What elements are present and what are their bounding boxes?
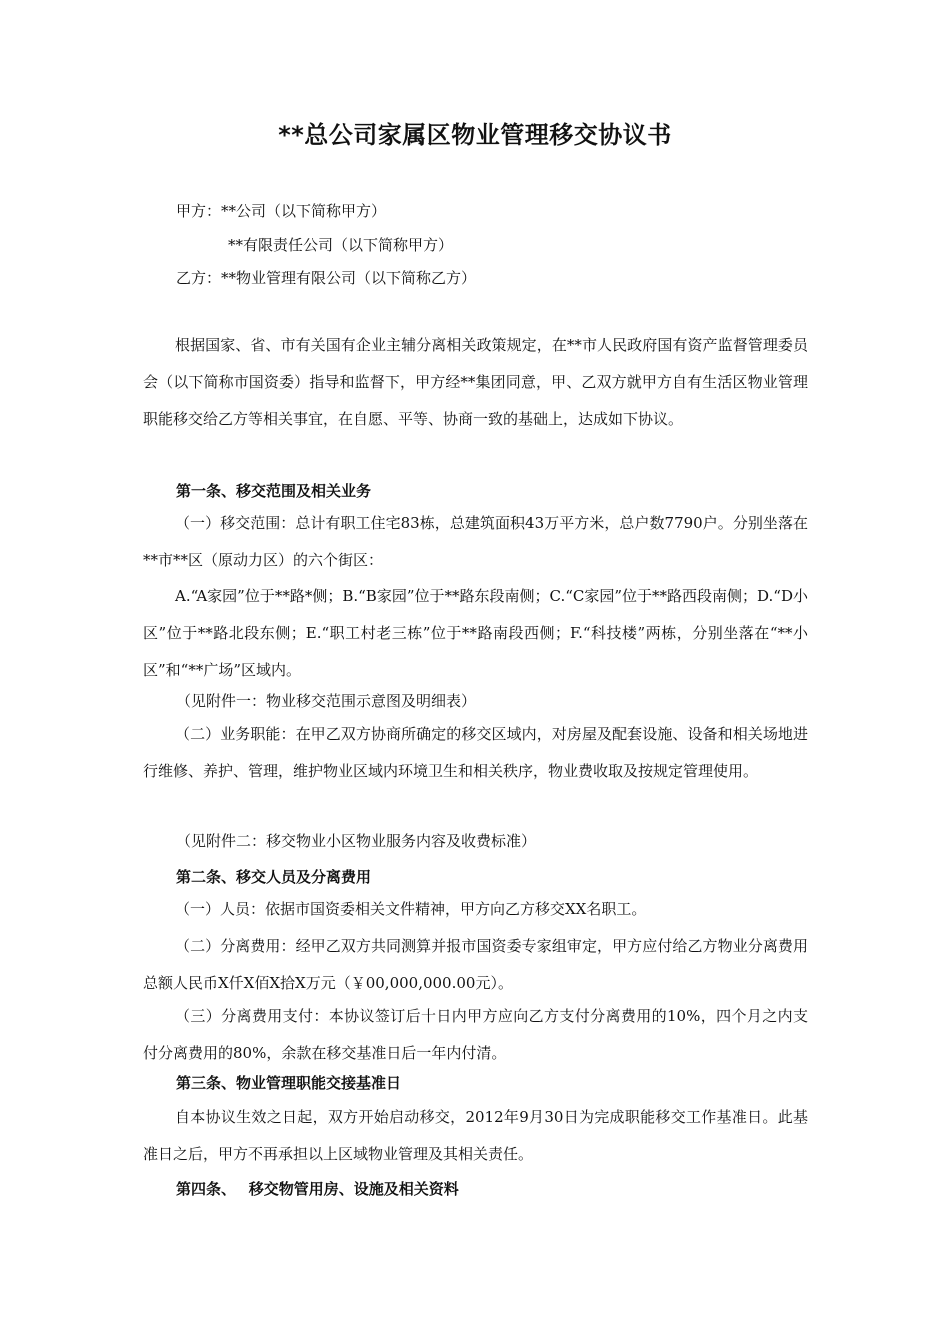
article-3-heading: 第三条、物业管理职能交接基准日 <box>176 1074 402 1092</box>
party-a-line-2: **有限责任公司（以下简称甲方） <box>228 236 454 254</box>
party-a-line-1: 甲方：**公司（以下简称甲方） <box>176 202 387 220</box>
article-2-payment-paragraph: （三）分离费用支付：本协议签订后十日内甲方应向乙方支付分离费用的10%，四个月之内支付分离费用的80%，余款在移交基准日后一年内付清。 <box>143 1007 808 1062</box>
article-3-paragraph: 自本协议生效之日起，双方开始启动移交，2012年9月30日为完成职能移交工作基准日。此基准日之后，甲方不再承担以上区域物业管理及其相关责任。 <box>143 1108 808 1163</box>
article-1-functions-paragraph: （二）业务职能：在甲乙双方协商所确定的移交区域内，对房屋及配套设施、设备和相关场地进行维修、养护、管理，维护物业区域内环境卫生和相关秩序，物业费收取及按规定管理使用。 <box>143 725 808 780</box>
article-2-heading: 第二条、移交人员及分离费用 <box>176 868 372 886</box>
article-2-fee-paragraph: （二）分离费用：经甲乙双方共同测算并报市国资委专家组审定，甲方应付给乙方物业分离费用总额人民币X仟X佰X拾X万元（￥00,000,000.00元）。 <box>143 937 808 992</box>
party-b-line: 乙方：**物业管理有限公司（以下简称乙方） <box>176 269 477 287</box>
article-2-personnel-paragraph: （一）人员：依据市国资委相关文件精神，甲方向乙方移交XX名职工。 <box>175 900 647 918</box>
article-1-scope-paragraph: （一）移交范围：总计有职工住宅83栋，总建筑面积43万平方米，总户数7790户。分别坐落在**市**区（原动力区）的六个街区： <box>143 514 808 569</box>
article-1-heading: 第一条、移交范围及相关业务 <box>176 482 372 500</box>
article-1-districts-paragraph: A.“A家园”位于**路*侧；B.“B家园”位于**路东段南侧；C.“C家园”位于**路西段南侧；D.“D小区”位于**路北段东侧；E.“职工村老三栋”位于**路南段西侧；F.“科技楼”两栋，分别坐落在“**小区”和“**广场”区域内。 <box>143 587 808 679</box>
article-1-attachment-1-note: （见附件一：物业移交范围示意图及明细表） <box>176 692 477 710</box>
preamble-paragraph: 根据国家、省、市有关国有企业主辅分离相关政策规定，在**市人民政府国有资产监督管理委员会（以下简称市国资委）指导和监督下，甲方经**集团同意，甲、乙双方就甲方自有生活区物业管理职能移交给乙方等相关事宜，在自愿、平等、协商一致的基础上，达成如下协议。 <box>143 336 808 428</box>
document-title: **总公司家属区物业管理移交协议书 <box>278 121 672 149</box>
article-1-attachment-2-note: （见附件二：移交物业小区物业服务内容及收费标准） <box>176 832 537 850</box>
article-4-heading: 第四条、 移交物管用房、设施及相关资料 <box>176 1180 459 1198</box>
